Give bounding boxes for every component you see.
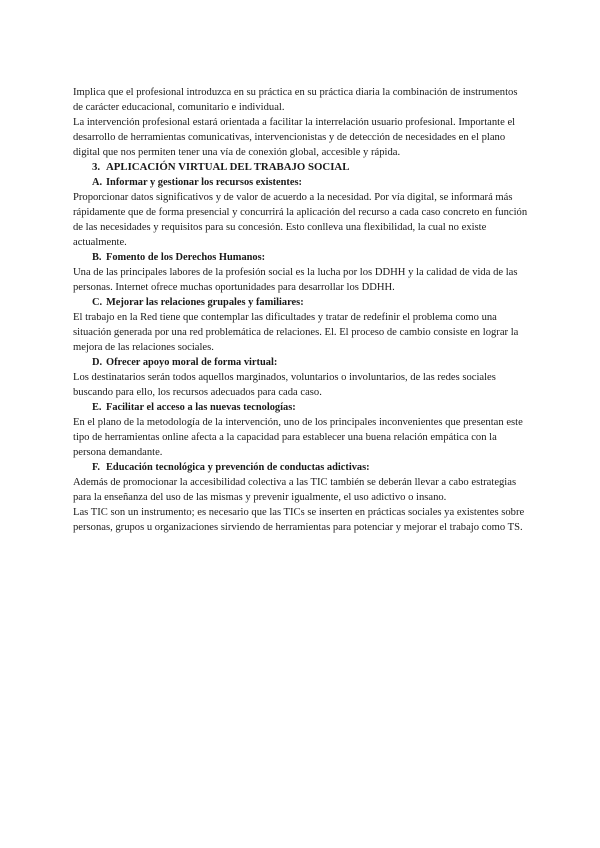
subsection-f-paragraph-1: Además de promocionar la accesibilidad colectiva a las TIC también se deberán llevar a cabo estrategias para la enseñanza del uso de las mismas y prevenir igualmente, el uso adictivo o insano. bbox=[73, 477, 517, 503]
page-content bbox=[73, 85, 528, 535]
subsection-title: Educación tecnológica y prevención de conductas adictivas: bbox=[106, 462, 370, 473]
subsection-letter: A. bbox=[92, 177, 103, 188]
subsection-title: Facilitar el acceso a las nuevas tecnologías: bbox=[106, 402, 296, 413]
subsection-title: Informar y gestionar los recursos existentes: bbox=[106, 177, 302, 188]
section-title: APLICACIÓN VIRTUAL DEL TRABAJO SOCIAL bbox=[106, 161, 350, 173]
section-heading bbox=[73, 160, 528, 175]
subsection-c-paragraph: El trabajo en la Red tiene que contemplar las dificultades y tratar de redefinir el problema como una situación generada por una red problemática de relaciones. El. El proceso de cambio consiste en lograr la mejora de las relaciones sociales. bbox=[73, 312, 519, 353]
subsection-heading-a bbox=[73, 175, 528, 190]
subsection-letter: C. bbox=[92, 297, 103, 308]
subsection-f-paragraph-2: Las TIC son un instrumento; es necesario que las TICs se inserten en prácticas sociales ya existentes sobre personas, grupos u organizaciones sirviendo de herramientas para potenciar y mejorar el trabajo como TS. bbox=[73, 507, 525, 533]
subsection-heading-d bbox=[73, 355, 528, 370]
subsection-b-paragraph: Una de las principales labores de la profesión social es la lucha por los DDHH y la calidad de vida de las personas. Internet ofrece muchas oportunidades para desarrollar los DDHH. bbox=[73, 267, 518, 293]
subsection-letter: D. bbox=[92, 357, 103, 368]
subsection-heading-e bbox=[73, 400, 528, 415]
subsection-title: Fomento de los Derechos Humanos: bbox=[106, 252, 266, 263]
intro-paragraph-2: La intervención profesional estará orientada a facilitar la interrelación usuario profesional. Importante el desarrollo de herramientas comunicativas, intervencionistas y de detección de necesidades en el plano digital que nos permiten tener una vía de conexión global, accesible y rápida. bbox=[73, 117, 516, 158]
intro-paragraph-1: Implica que el profesional introduzca en su práctica en su práctica diaria la combinación de instrumentos de carácter educacional, comunitario e individual. bbox=[73, 87, 518, 113]
subsection-d-paragraph: Los destinatarios serán todos aquellos marginados, voluntarios o involuntarios, de las redes sociales buscando para ello, los recursos adecuados para cada caso. bbox=[73, 372, 496, 398]
subsection-letter: E. bbox=[92, 402, 102, 413]
subsection-title: Mejorar las relaciones grupales y familiares: bbox=[106, 297, 304, 308]
subsection-a-paragraph: Proporcionar datos significativos y de valor de acuerdo a la necesidad. Por vía digital, se informará más rápidamente que de forma presencial y concurrirá la aplicación del recurso a cada caso concreto en función de las necesidades y requisitos para su concesión. Esto conlleva una flexibilidad, la cual no existe actualmente. bbox=[73, 192, 528, 248]
subsection-heading-b bbox=[73, 250, 528, 265]
subsection-title: Ofrecer apoyo moral de forma virtual: bbox=[106, 357, 278, 368]
section-number: 3. bbox=[92, 161, 101, 173]
subsection-e-paragraph: En el plano de la metodología de la intervención, uno de los principales inconvenientes que presentan este tipo de herramientas online afecta a la capacidad para establecer una buena relación empática con la persona demandante. bbox=[73, 417, 523, 458]
subsection-letter: F. bbox=[92, 462, 100, 473]
subsection-heading-f bbox=[73, 460, 528, 475]
subsection-letter: B. bbox=[92, 252, 102, 263]
subsection-heading-c bbox=[73, 295, 528, 310]
